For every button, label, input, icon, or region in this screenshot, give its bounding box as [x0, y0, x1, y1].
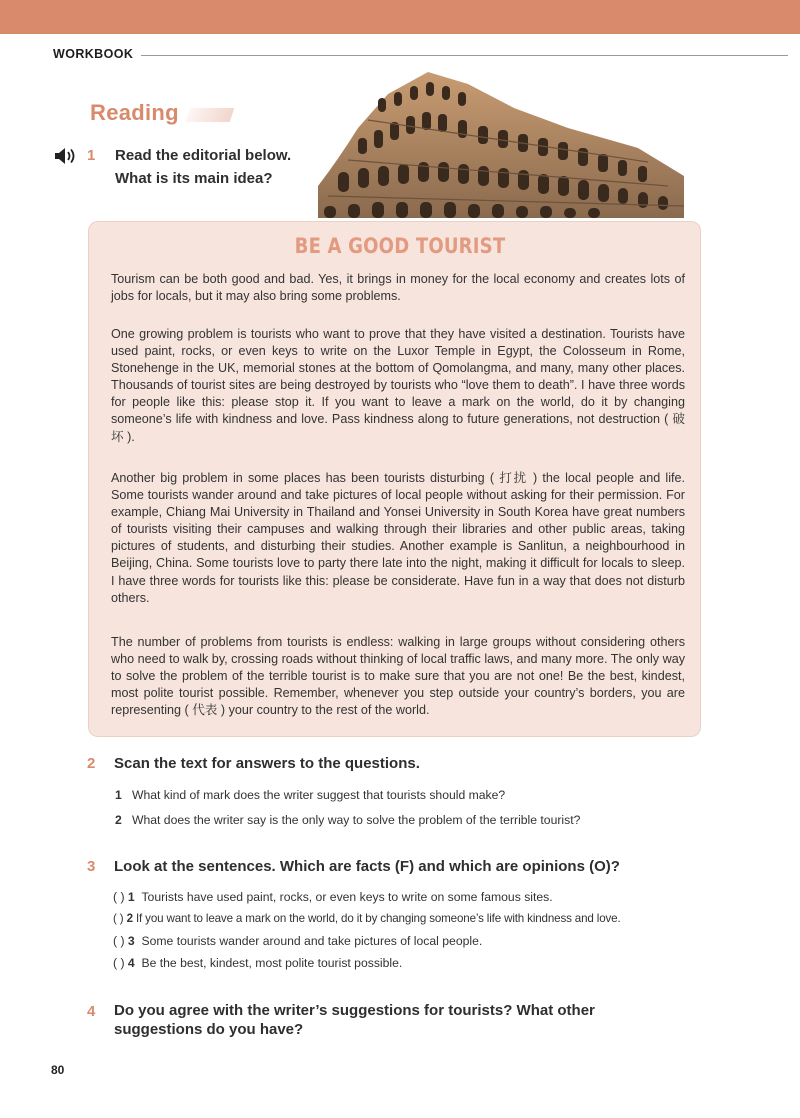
q4-number: 4 [87, 1003, 96, 1020]
q2-instruction: Scan the text for answers to the questions. [114, 755, 420, 772]
section-title: Reading [90, 100, 179, 125]
q4-instruction-line2: suggestions do you have? [114, 1021, 304, 1038]
q3-item-4[interactable]: ( ) 4 Be the best, kindest, most polite tourist possible. [113, 956, 403, 970]
workbook-label: WORKBOOK [53, 47, 141, 61]
q3-item-1[interactable]: ( ) 1 Tourists have used paint, rocks, or even keys to write on some famous sites. [113, 890, 553, 904]
answer-blank: ( ) [113, 912, 124, 925]
answer-blank: ( ) [113, 956, 125, 970]
q1-instruction-line1: Read the editorial below. [115, 147, 292, 164]
colosseum-illustration [318, 68, 684, 224]
q2-number: 2 [87, 755, 96, 772]
editorial-paragraph-3: Another big problem in some places has been tourists disturbing ( 打扰 ) the local people and life. Some tourists wander around and take pictures of local people without asking for their permission. For example, Chiang Mai University in Thailand and Yonsei University in South Korea have great numbers of tourists visiting their campuses and walking through their libraries and other public areas, taking pictures of students, and disturbing their studies. Another example is Sanlitun, a neighbourhood in Beijing, China. Some tourists love to party there late into the night, making it difficult for locals to sleep. I have three words for tourists like this: please be considerate. Have fun in a way that does not disturb others. [111, 471, 685, 605]
editorial-paragraph-2: One growing problem is tourists who want to prove that they have visited a destination. Tourists have used paint, rocks, or even keys to write on the Luxor Temple in Egypt, the Colosseum in Rome, Stonehenge in the UK, memorial stones at the bottom of Qomolangma, and many, many other places. Thousands of tourist sites are being destroyed by tourists who “love them to death”. I have three words for people like this: please stop it. If you want to leave a mark on the world, do it by changing someone’s life with kindness and love. Pass kindness along to future generations, not destruction ( 破坏 ). [111, 327, 685, 444]
q3-item-2[interactable]: ( ) 2 If you want to leave a mark on the world, do it by changing someone’s life with kindness and love. [113, 912, 621, 925]
audio-speaker-icon[interactable] [54, 147, 78, 165]
editorial-paragraph-4: The number of problems from tourists is endless: walking in large groups without considering others who need to walk by, crossing roads without thinking of local traffic laws, and many more. The only way to solve the problem of the terrible tourist is to make sure that you are not one! Be the best, kindest, most polite tourist possible. Remember, whenever you step outside your country’s borders, you are representing ( 代表 ) your country to the rest of the world. [111, 635, 685, 718]
q1-instruction-line2: What is its main idea? [115, 170, 273, 187]
editorial-title: BE A GOOD TOURIST [294, 234, 506, 258]
title-decoration [186, 108, 235, 122]
editorial-paragraph-1: Tourism can be both good and bad. Yes, it brings in money for the local economy and creates lots of jobs for locals, but it may also bring some problems. [111, 272, 685, 304]
q3-instruction: Look at the sentences. Which are facts (F) and which are opinions (O)? [114, 858, 620, 875]
answer-blank: ( ) [113, 890, 125, 904]
q2-item-2: 2 What does the writer say is the only way to solve the problem of the terrible tourist? [115, 813, 581, 827]
q4-instruction-line1: Do you agree with the writer’s suggestions for tourists? What other [114, 1002, 595, 1019]
page-number: 80 [51, 1063, 65, 1077]
top-color-bar [0, 0, 800, 34]
q1-number: 1 [87, 147, 96, 164]
q3-item-3[interactable]: ( ) 3 Some tourists wander around and take pictures of local people. [113, 934, 483, 948]
header-rule [135, 55, 788, 56]
answer-blank: ( ) [113, 934, 125, 948]
q2-item-1: 1 What kind of mark does the writer suggest that tourists should make? [115, 788, 506, 802]
q3-number: 3 [87, 858, 96, 875]
